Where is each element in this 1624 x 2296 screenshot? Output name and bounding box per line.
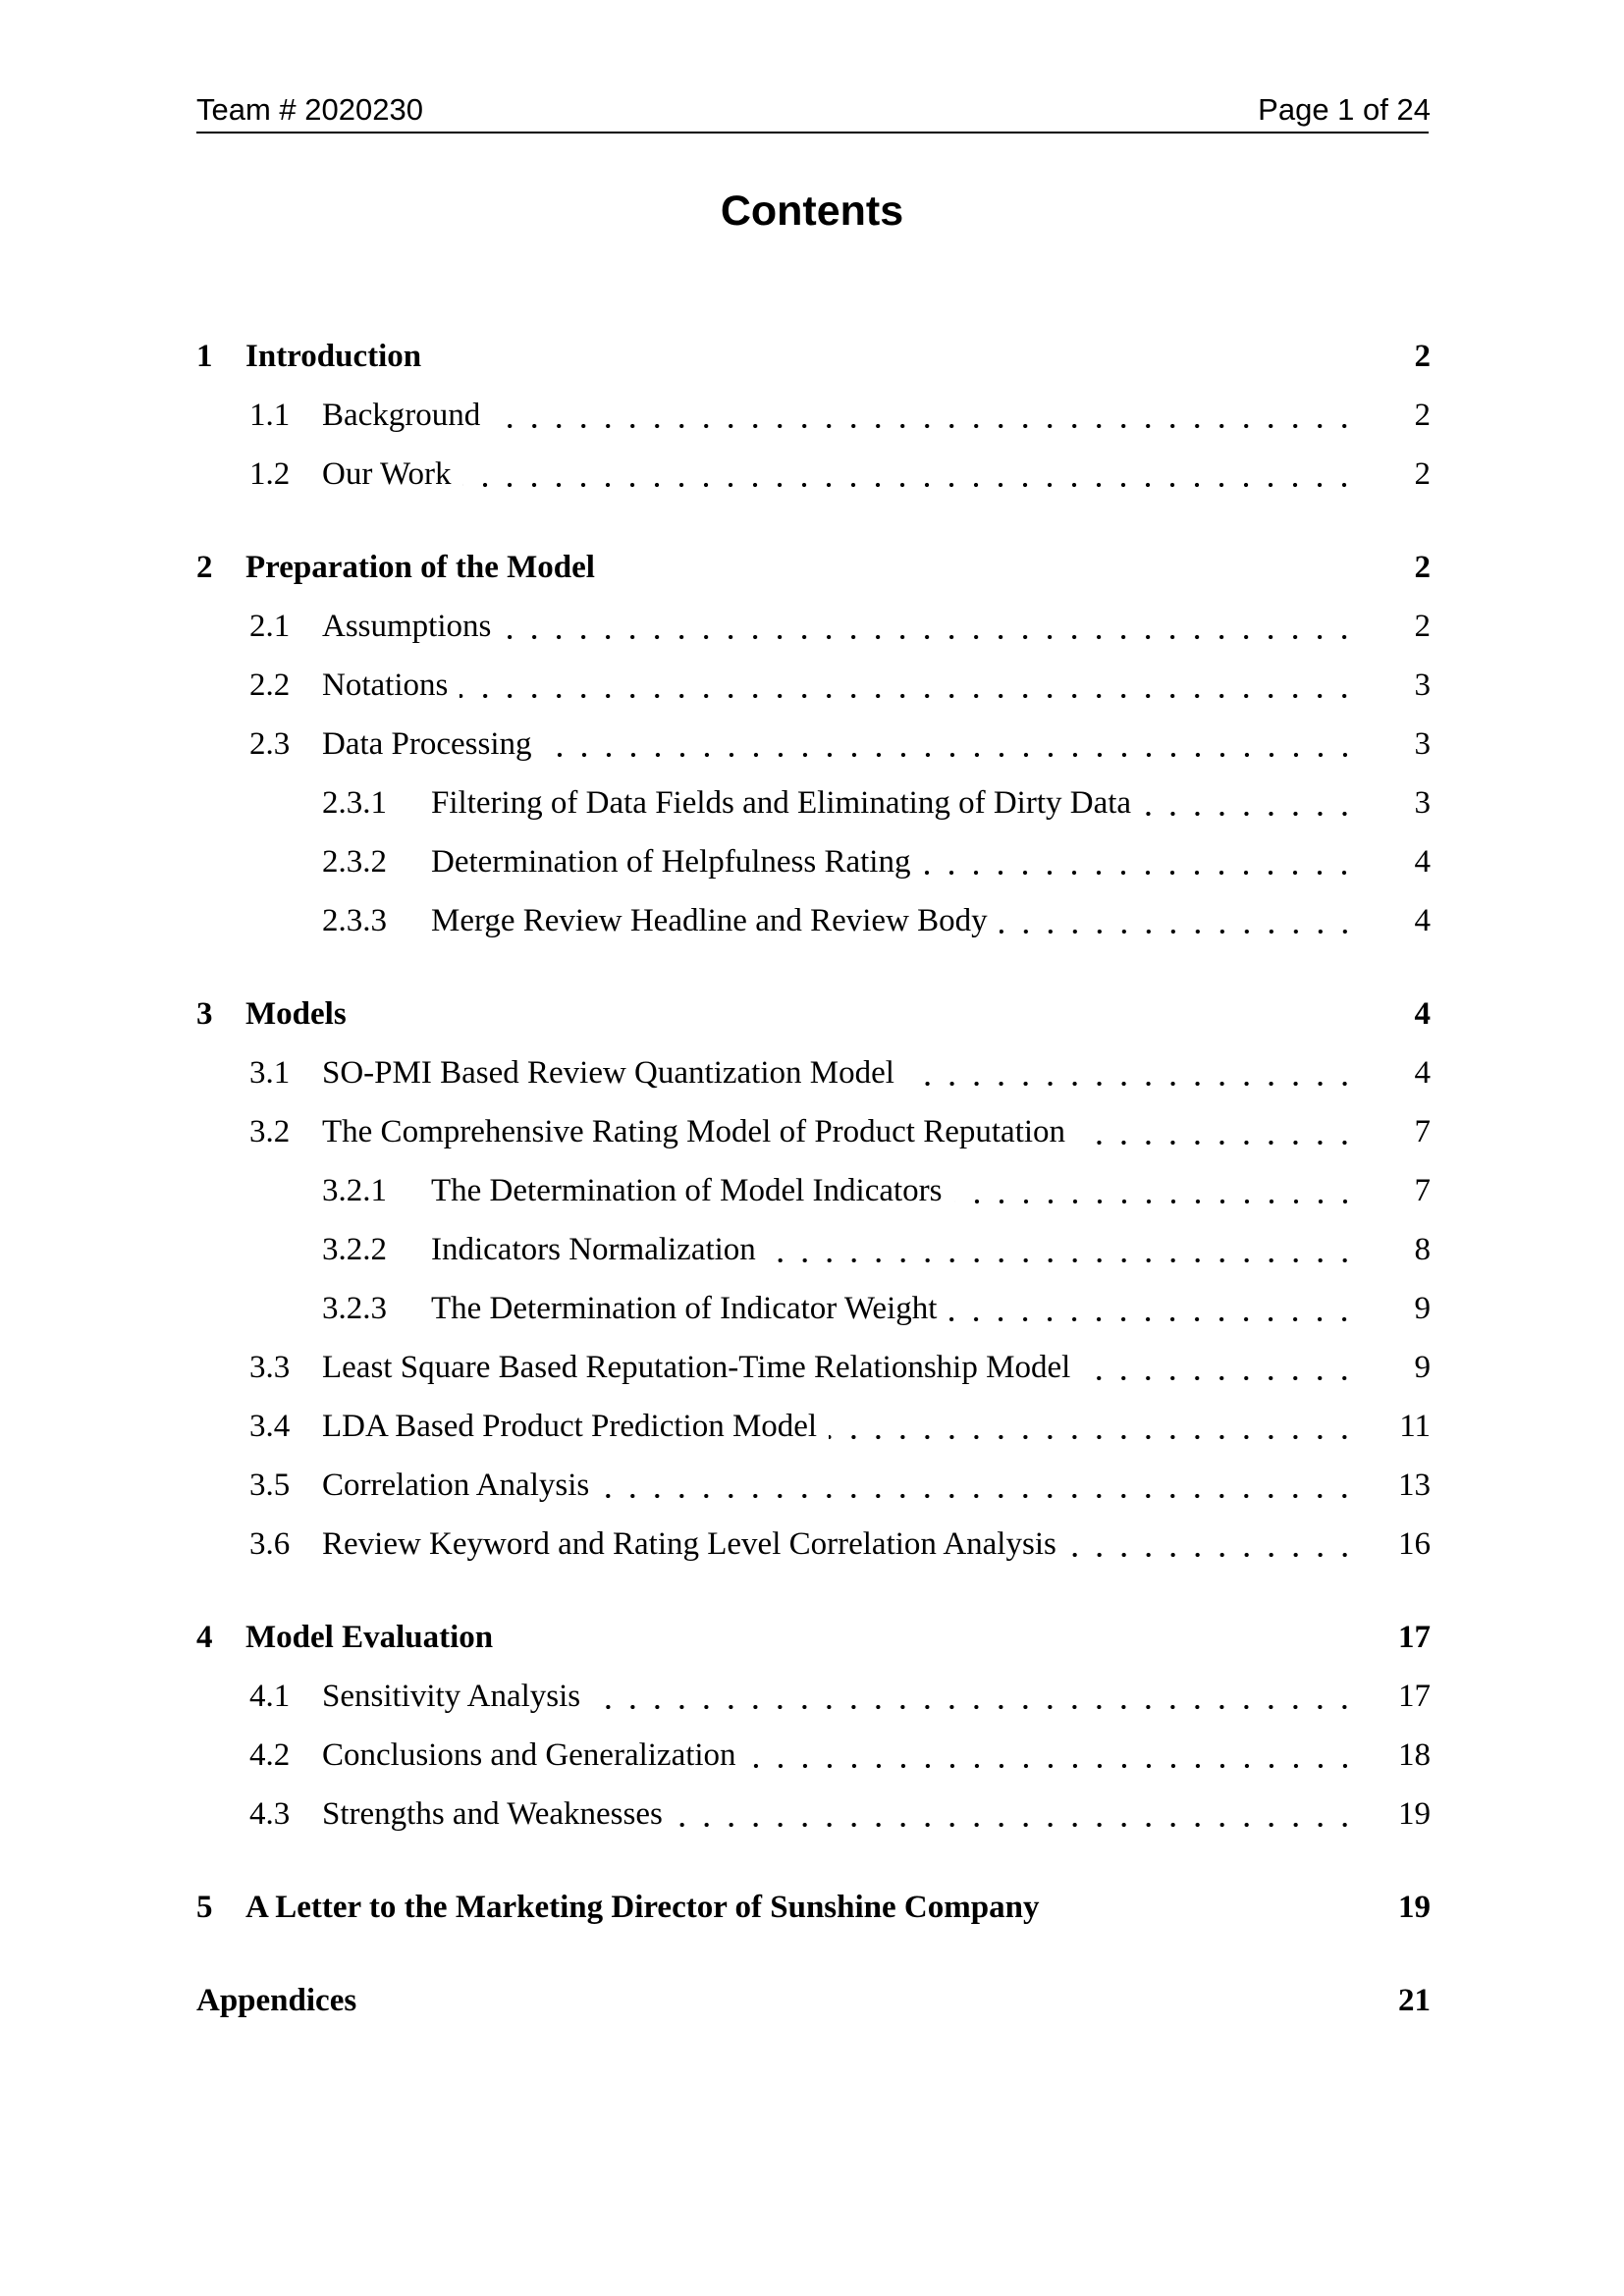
toc-entry-title: Preparation of the Model — [245, 550, 595, 585]
toc-entry-title: LDA Based Product Prediction Model — [322, 1409, 818, 1444]
toc-entry — [196, 1456, 1431, 1515]
toc-entry-page: 4 — [1414, 903, 1431, 938]
dot-leader — [1068, 1515, 1357, 1574]
toc-entry-number: 3.2.3 — [322, 1291, 387, 1326]
leader-spacer — [433, 327, 1357, 386]
dot-leader — [592, 1667, 1357, 1726]
toc-entry-title: A Letter to the Marketing Director of Sunshine Company — [245, 1890, 1040, 1925]
toc-entry-title: Conclusions and Generalization — [322, 1737, 736, 1773]
toc-entry — [196, 327, 1431, 386]
dot-leader — [748, 1726, 1357, 1785]
dot-leader — [922, 832, 1357, 891]
toc-entry-title: Indicators Normalization — [431, 1232, 756, 1267]
dot-leader — [462, 445, 1357, 504]
dot-leader — [829, 1397, 1357, 1456]
toc-entry — [196, 774, 1431, 832]
toc-entry-title: Determination of Helpfulness Rating — [431, 844, 911, 880]
toc-entry-page: 3 — [1414, 667, 1431, 703]
toc-entry-page: 19 — [1398, 1796, 1431, 1832]
toc-entry — [196, 597, 1431, 656]
toc-entry-number: 3 — [196, 996, 213, 1032]
toc-entry-page: 11 — [1399, 1409, 1431, 1444]
header-rule — [196, 132, 1429, 133]
dot-leader — [1143, 774, 1357, 832]
header-page-indicator: Page 1 of 24 — [1258, 92, 1431, 127]
toc-entry-title: Appendices — [196, 1983, 357, 2018]
toc-entry-page: 2 — [1414, 339, 1431, 374]
toc-entry-page: 4 — [1414, 996, 1431, 1032]
contents-title: Contents — [720, 187, 904, 235]
toc-entry-number: 3.6 — [249, 1526, 291, 1562]
toc-entry — [196, 445, 1431, 504]
dot-leader — [906, 1043, 1357, 1102]
toc-entry-number: 3.2.1 — [322, 1173, 387, 1208]
toc-entry-title: Our Work — [322, 456, 452, 492]
toc-entry-page: 19 — [1398, 1890, 1431, 1925]
toc-entry-title: SO-PMI Based Review Quantization Model — [322, 1055, 894, 1091]
toc-entry-number: 4.2 — [249, 1737, 291, 1773]
toc-entry-number: 5 — [196, 1890, 213, 1925]
toc-entry-number: 3.4 — [249, 1409, 291, 1444]
toc-entry — [196, 985, 1431, 1043]
toc-entry-title: Filtering of Data Fields and Eliminating of Dirty Data — [431, 785, 1132, 821]
toc-entry — [196, 1515, 1431, 1574]
toc-entry-number: 1.2 — [249, 456, 291, 492]
toc-entry-number: 2.3.2 — [322, 844, 387, 880]
toc-entry-title: Introduction — [245, 339, 422, 374]
toc-entry-page: 3 — [1414, 726, 1431, 762]
toc-entry — [196, 656, 1431, 715]
toc-entry-number: 2.2 — [249, 667, 291, 703]
toc-entry-title: Sensitivity Analysis — [322, 1679, 581, 1714]
leader-spacer — [607, 538, 1357, 597]
toc-entry-page: 7 — [1414, 1114, 1431, 1149]
toc-entry — [196, 1102, 1431, 1161]
dot-leader — [948, 1279, 1357, 1338]
running-header — [196, 92, 1431, 128]
toc-entry — [196, 1279, 1431, 1338]
toc-entry — [196, 1043, 1431, 1102]
toc-entry-page: 13 — [1398, 1468, 1431, 1503]
leader-spacer — [1051, 1878, 1357, 1937]
toc-entry-title: Merge Review Headline and Review Body — [431, 903, 988, 938]
toc-entry-title: Strengths and Weaknesses — [322, 1796, 663, 1832]
dot-leader — [675, 1785, 1357, 1843]
toc-entry-title: Notations — [322, 667, 449, 703]
dot-leader — [601, 1456, 1357, 1515]
table-of-contents — [196, 327, 1431, 2030]
dot-leader — [503, 597, 1357, 656]
toc-entry-page: 2 — [1414, 398, 1431, 433]
toc-entry-number: 3.1 — [249, 1055, 291, 1091]
leader-spacer — [505, 1608, 1357, 1667]
toc-entry-page: 2 — [1414, 550, 1431, 585]
toc-entry-number: 1.1 — [249, 398, 291, 433]
dot-leader — [768, 1220, 1357, 1279]
toc-entry-page: 4 — [1414, 1055, 1431, 1091]
toc-entry — [196, 1161, 1431, 1220]
toc-entry-title: Least Square Based Reputation-Time Relationship Model — [322, 1350, 1071, 1385]
toc-entry — [196, 1338, 1431, 1397]
toc-entry-number: 2.3.3 — [322, 903, 387, 938]
toc-entry-page: 2 — [1414, 456, 1431, 492]
toc-entry-title: Models — [245, 996, 347, 1032]
toc-entry-page: 9 — [1414, 1291, 1431, 1326]
toc-entry-title: Assumptions — [322, 609, 492, 644]
toc-entry — [196, 1726, 1431, 1785]
dot-leader — [460, 656, 1357, 715]
toc-entry-number: 2 — [196, 550, 213, 585]
toc-entry-number: 2.3 — [249, 726, 291, 762]
toc-entry — [196, 832, 1431, 891]
toc-entry-number: 3.5 — [249, 1468, 291, 1503]
toc-entry-page: 2 — [1414, 609, 1431, 644]
dot-leader — [1082, 1338, 1357, 1397]
toc-entry-title: The Determination of Indicator Weight — [431, 1291, 938, 1326]
toc-entry-page: 16 — [1398, 1526, 1431, 1562]
toc-entry-page: 17 — [1398, 1620, 1431, 1655]
toc-entry — [196, 386, 1431, 445]
dot-leader — [492, 386, 1357, 445]
dot-leader — [954, 1161, 1357, 1220]
toc-entry — [196, 1397, 1431, 1456]
toc-entry-number: 2.3.1 — [322, 785, 387, 821]
toc-entry-title: The Comprehensive Rating Model of Product Reputation — [322, 1114, 1066, 1149]
toc-entry — [196, 1878, 1431, 1937]
leader-spacer — [368, 1971, 1357, 2030]
toc-entry — [196, 1785, 1431, 1843]
toc-entry-page: 8 — [1414, 1232, 1431, 1267]
toc-entry-number: 1 — [196, 339, 213, 374]
toc-entry-page: 21 — [1398, 1983, 1431, 2018]
dot-leader — [1077, 1102, 1357, 1161]
toc-entry-page: 4 — [1414, 844, 1431, 880]
toc-entry-page: 18 — [1398, 1737, 1431, 1773]
toc-entry-page: 9 — [1414, 1350, 1431, 1385]
toc-entry — [196, 1667, 1431, 1726]
toc-entry — [196, 891, 1431, 950]
toc-entry — [196, 1220, 1431, 1279]
dot-leader — [1000, 891, 1357, 950]
toc-entry — [196, 715, 1431, 774]
toc-entry-title: Background — [322, 398, 481, 433]
toc-entry-title: The Determination of Model Indicators — [431, 1173, 943, 1208]
dot-leader — [544, 715, 1357, 774]
toc-entry-number: 4 — [196, 1620, 213, 1655]
toc-entry-title: Correlation Analysis — [322, 1468, 590, 1503]
toc-entry-number: 2.1 — [249, 609, 291, 644]
toc-entry-number: 3.3 — [249, 1350, 291, 1385]
leader-spacer — [358, 985, 1357, 1043]
toc-entry-title: Model Evaluation — [245, 1620, 494, 1655]
toc-entry-page: 3 — [1414, 785, 1431, 821]
toc-entry-number: 3.2.2 — [322, 1232, 387, 1267]
toc-entry-number: 4.1 — [249, 1679, 291, 1714]
toc-entry-title: Data Processing — [322, 726, 532, 762]
toc-entry-number: 3.2 — [249, 1114, 291, 1149]
header-team-id: Team # 2020230 — [196, 92, 423, 127]
toc-entry-page: 7 — [1414, 1173, 1431, 1208]
toc-entry-title: Review Keyword and Rating Level Correlation Analysis — [322, 1526, 1056, 1562]
toc-entry-number: 4.3 — [249, 1796, 291, 1832]
toc-entry — [196, 1971, 1431, 2030]
toc-entry — [196, 538, 1431, 597]
toc-entry — [196, 1608, 1431, 1667]
toc-entry-page: 17 — [1398, 1679, 1431, 1714]
